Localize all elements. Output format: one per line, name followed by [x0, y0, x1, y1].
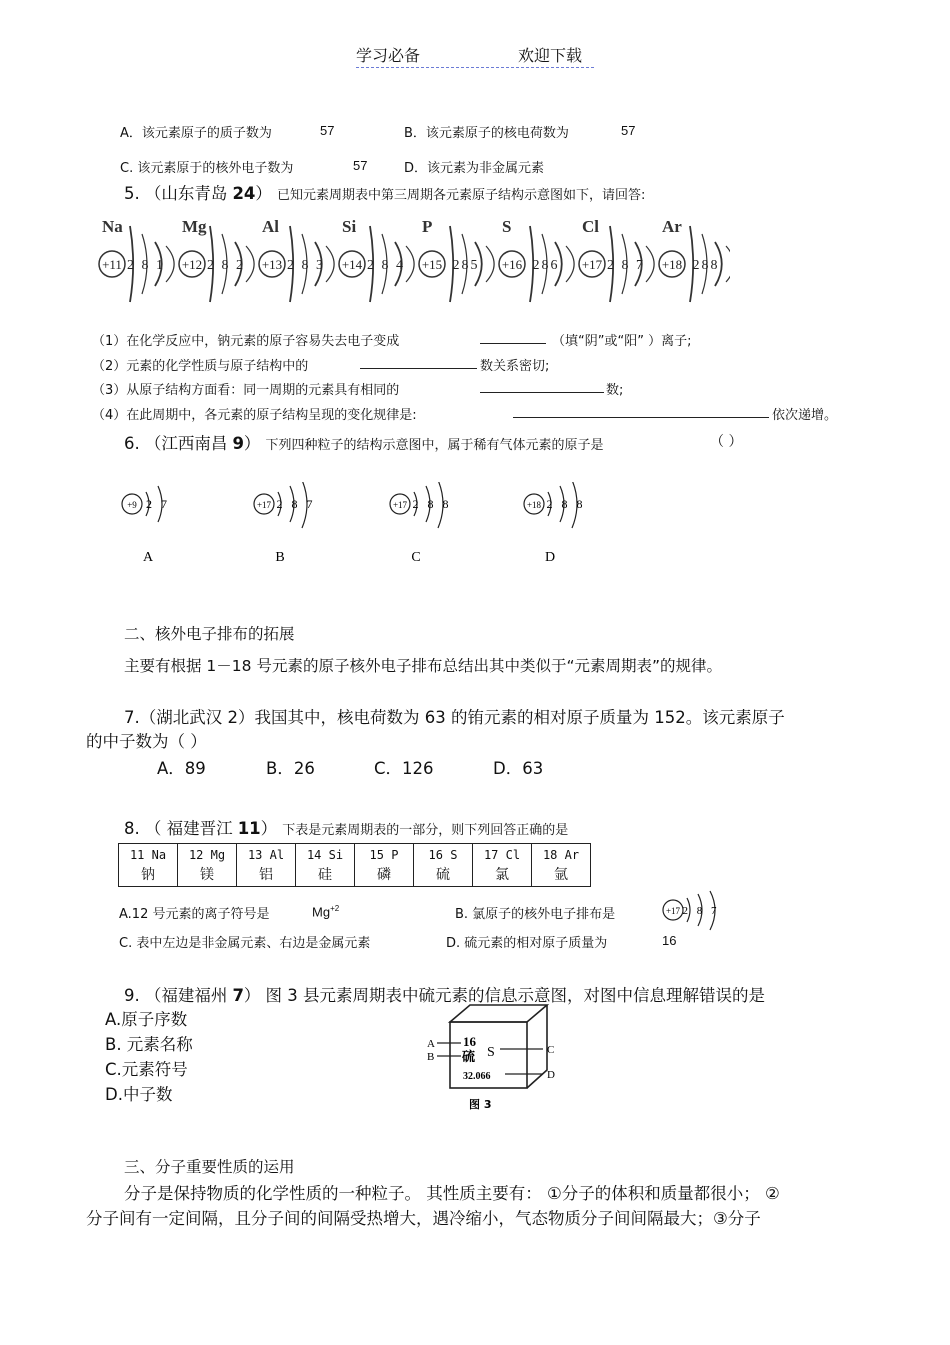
q6-letter: B	[275, 550, 285, 565]
section3-title: 三、分子重要性质的运用	[124, 1158, 295, 1176]
figure-label-a: A	[427, 1038, 435, 1050]
q9-number: 9.	[124, 986, 140, 1005]
q5-sub4-blank[interactable]	[513, 405, 769, 418]
q9-option-b: B. 元素名称	[105, 1035, 193, 1054]
figure-element-name: 硫	[462, 1050, 476, 1065]
figure-label-b: B	[427, 1051, 435, 1063]
q7-option-b: B．26	[266, 759, 315, 778]
q5-sub1-tail: （填“阴”或“阳” ）离子;	[552, 334, 692, 349]
q8-cl-nucleus: +17	[665, 906, 681, 916]
q7-line2: 的中子数为（ ）	[86, 732, 207, 751]
q8-source-open: （ 福建晋江	[144, 819, 233, 838]
q4-option-a-value: 57	[320, 123, 335, 138]
q5-sub4-text: （4）在此周期中，各元素的原子结构呈现的变化规律是:	[92, 408, 417, 423]
section2-title: 二、核外电子排布的拓展	[124, 625, 295, 643]
atom-diagram-7	[659, 217, 730, 302]
q8-option-c: C. 表中左边是非金属元素、右边是金属元素	[119, 936, 371, 951]
atom-shell-arc	[486, 246, 494, 282]
atom-shell-arc	[726, 246, 730, 282]
pt-cell-s: 16 S 硫	[414, 844, 473, 887]
q8-option-a-ion	[312, 904, 339, 919]
q6-option-c	[390, 482, 452, 565]
atom-symbol: S	[502, 217, 512, 236]
q5-sub4-tail: 依次递增。	[772, 408, 838, 423]
q4-option-a: A．该元素原子的质子数为	[120, 126, 272, 141]
atom-symbol: Mg	[182, 217, 207, 236]
figure-atomic-mass: 32.066	[463, 1071, 491, 1082]
q8-ion-symbol: Mg	[312, 904, 331, 920]
atom-shells: 2 8 3	[287, 258, 325, 273]
atom-symbol: Al	[262, 217, 279, 236]
pt-cell-na: 11 Na 钠	[119, 844, 178, 887]
figure-label-c: C	[547, 1044, 555, 1056]
q8-number: 8.	[124, 819, 140, 838]
q6-option-b	[254, 482, 316, 565]
atom-diagram-4	[419, 217, 494, 302]
pt-cell-cl: 17 Cl 氯	[473, 844, 532, 887]
section3-line2: 分子间有一定间隔，且分子间的间隔受热增大，遇冷缩小，气态物质分子间间隔最大；③分子	[86, 1209, 761, 1228]
q6-shells: 2 8 7	[276, 497, 316, 511]
page-header	[356, 43, 594, 68]
atom-nucleus: +11	[102, 257, 122, 272]
header-left: 学习必备	[356, 46, 421, 65]
q8-source-close: ）	[260, 819, 278, 838]
q5-atom-diagrams	[90, 206, 730, 316]
atom-shell-arc	[406, 246, 414, 282]
figure-label-d: D	[547, 1069, 555, 1081]
q6-answer-paren: （ ）	[710, 434, 743, 450]
q9-option-a: A.原子序数	[105, 1010, 188, 1029]
atom-symbol: P	[422, 217, 433, 236]
q6-source-open: （江西南昌	[144, 434, 228, 453]
figure-atomic-number: 16	[463, 1034, 476, 1049]
atom-shells: 286	[532, 258, 560, 273]
atom-nucleus: +15	[421, 257, 443, 272]
q4-option-b-value: 57	[621, 123, 636, 138]
section2-text: 主要有根据 1－18 号元素的原子核外电子排布总结出其中类似于“元素周期表”的规律。	[124, 657, 723, 675]
q5-sub2-tail: 数关系密切;	[480, 359, 550, 374]
q8-stem	[124, 815, 568, 839]
atom-nucleus: +17	[581, 257, 603, 272]
atom-symbol: Si	[342, 217, 357, 236]
q5-sub3-tail: 数;	[606, 383, 624, 398]
q8-cl-shells: 2 8 7	[682, 905, 720, 917]
q5-source-num: 24	[232, 184, 256, 203]
q6-letter: A	[142, 550, 154, 565]
periodic-table-fragment	[118, 843, 591, 887]
q8-chlorine-diagram	[656, 890, 736, 936]
q9-option-d: D.中子数	[105, 1085, 173, 1104]
atom-nucleus: +16	[501, 257, 523, 272]
atom-symbol: Ar	[662, 217, 682, 236]
q6-number: 6.	[124, 434, 140, 453]
q4-option-c: C. 该元素原于的核外电子数为	[120, 161, 294, 176]
atom-diagram-3	[339, 217, 414, 302]
q6-shells: 2 8 8	[546, 497, 586, 511]
atom-shell-arc	[166, 246, 174, 282]
atom-shells: 285	[452, 258, 480, 273]
q4-option-c-value: 57	[353, 158, 368, 173]
q5-source-close: ）	[255, 184, 272, 203]
q8-ion-charge: +2	[330, 904, 340, 913]
q7-option-d: D．63	[493, 759, 544, 778]
q8-option-b: B. 氯原子的核外电子排布是	[455, 907, 616, 922]
atom-shell-arc	[646, 246, 654, 282]
q6-source-close: ）	[243, 434, 261, 453]
q5-stem	[124, 180, 645, 204]
q9-stem-text: 图 3 县元素周期表中硫元素的信息示意图，对图中信息理解错误的是	[265, 986, 766, 1005]
q5-sub1-text: （1）在化学反应中，钠元素的原子容易失去电子变成	[92, 334, 400, 349]
q6-option-d	[524, 482, 586, 565]
pt-cell-ar: 18 Ar 氩	[532, 844, 591, 887]
q9-option-c: C.元素符号	[105, 1060, 188, 1079]
q6-letter: C	[411, 550, 421, 565]
atom-nucleus: +13	[261, 257, 283, 272]
figure-element-symbol: S	[487, 1045, 495, 1060]
atom-diagram-5	[499, 217, 574, 302]
q6-stem-text: 下列四种粒子的结构示意图中，属于稀有气体元素的原子是	[265, 438, 604, 453]
q5-source-open: （山东青岛	[144, 184, 228, 203]
atom-shell-arc	[326, 246, 334, 282]
atom-shells: 2 8 4	[367, 258, 405, 273]
atom-symbol: Cl	[582, 217, 599, 236]
q8-option-d-value: 16	[662, 933, 677, 948]
atom-shells: 2 8 1	[127, 258, 165, 273]
atom-shells: 2 8 7	[607, 258, 645, 273]
atom-diagram-2	[259, 217, 334, 302]
atom-nucleus: +12	[181, 257, 203, 272]
q6-source-num: 9	[232, 434, 244, 453]
atom-symbol: Na	[102, 217, 123, 236]
q5-sub2-text: （2）元素的化学性质与原子结构中的	[92, 359, 309, 374]
atom-shell-arc	[246, 246, 254, 282]
atom-diagram-6	[579, 217, 654, 302]
q6-diagrams	[110, 482, 590, 572]
q5-sub3-text: （3）从原子结构方面看：同一周期的元素具有相同的	[92, 383, 400, 398]
q8-option-a: A.12 号元素的离子符号是	[119, 907, 270, 922]
q6-stem	[124, 430, 604, 454]
atom-diagram-0	[99, 217, 174, 302]
q7-line1: 7.（湖北武汉 2）我国其中，核电荷数为 63 的铕元素的相对原子质量为 152。该元素原子	[124, 708, 785, 727]
q7-option-a: A．89	[157, 759, 206, 778]
q6-shells: 2 7	[146, 497, 170, 511]
atom-shells: 288	[692, 258, 720, 273]
q5-sub2-blank[interactable]	[360, 356, 477, 369]
pt-cell-p: 15 P 磷	[355, 844, 414, 887]
q6-nucleus: +17	[392, 500, 408, 510]
figure-caption: 图 3	[469, 1098, 492, 1111]
q9-source-num: 7	[232, 986, 244, 1005]
q5-sub3-blank[interactable]	[480, 380, 604, 393]
q5-stem-text: 已知元素周期表中第三周期各元素原子结构示意图如下，请回答:	[277, 188, 646, 203]
q4-option-d: D．该元素为非金属元素	[404, 161, 545, 176]
q5-sub1-blank[interactable]	[480, 331, 546, 344]
q9-source-close: ）	[243, 986, 261, 1005]
atom-nucleus: +18	[661, 257, 683, 272]
section3-line1: 分子是保持物质的化学性质的一种粒子。 其性质主要有： ①分子的体积和质量都很小； ②	[124, 1184, 780, 1203]
atom-diagram-1	[179, 217, 254, 302]
q6-nucleus: +18	[526, 500, 542, 510]
q8-stem-text: 下表是元素周期表的一部分，则下列回答正确的是	[282, 823, 569, 838]
pt-cell-al: 13 Al 铝	[237, 844, 296, 887]
q8-option-d: D. 硫元素的相对原子质量为	[446, 936, 608, 951]
q8-source-num: 11	[237, 819, 261, 838]
q9-source-open: （福建福州	[144, 986, 228, 1005]
sulfur-element-figure	[425, 1000, 575, 1115]
q6-nucleus: +17	[256, 500, 272, 510]
q5-number: 5.	[124, 184, 140, 203]
q7-option-c: C．126	[374, 759, 434, 778]
header-right: 欢迎下载	[518, 46, 583, 65]
q6-shells: 2 8 8	[412, 497, 452, 511]
q6-letter: D	[544, 550, 556, 565]
atom-shell-arc	[566, 246, 574, 282]
q6-option-a	[122, 486, 170, 565]
atom-nucleus: +14	[341, 257, 363, 272]
pt-cell-si: 14 Si 硅	[296, 844, 355, 887]
atom-shells: 2 8 2	[207, 258, 245, 273]
q4-option-b: B．该元素原子的核电荷数为	[404, 126, 569, 141]
q6-nucleus: +9	[127, 500, 137, 510]
pt-cell-mg: 12 Mg 镁	[178, 844, 237, 887]
